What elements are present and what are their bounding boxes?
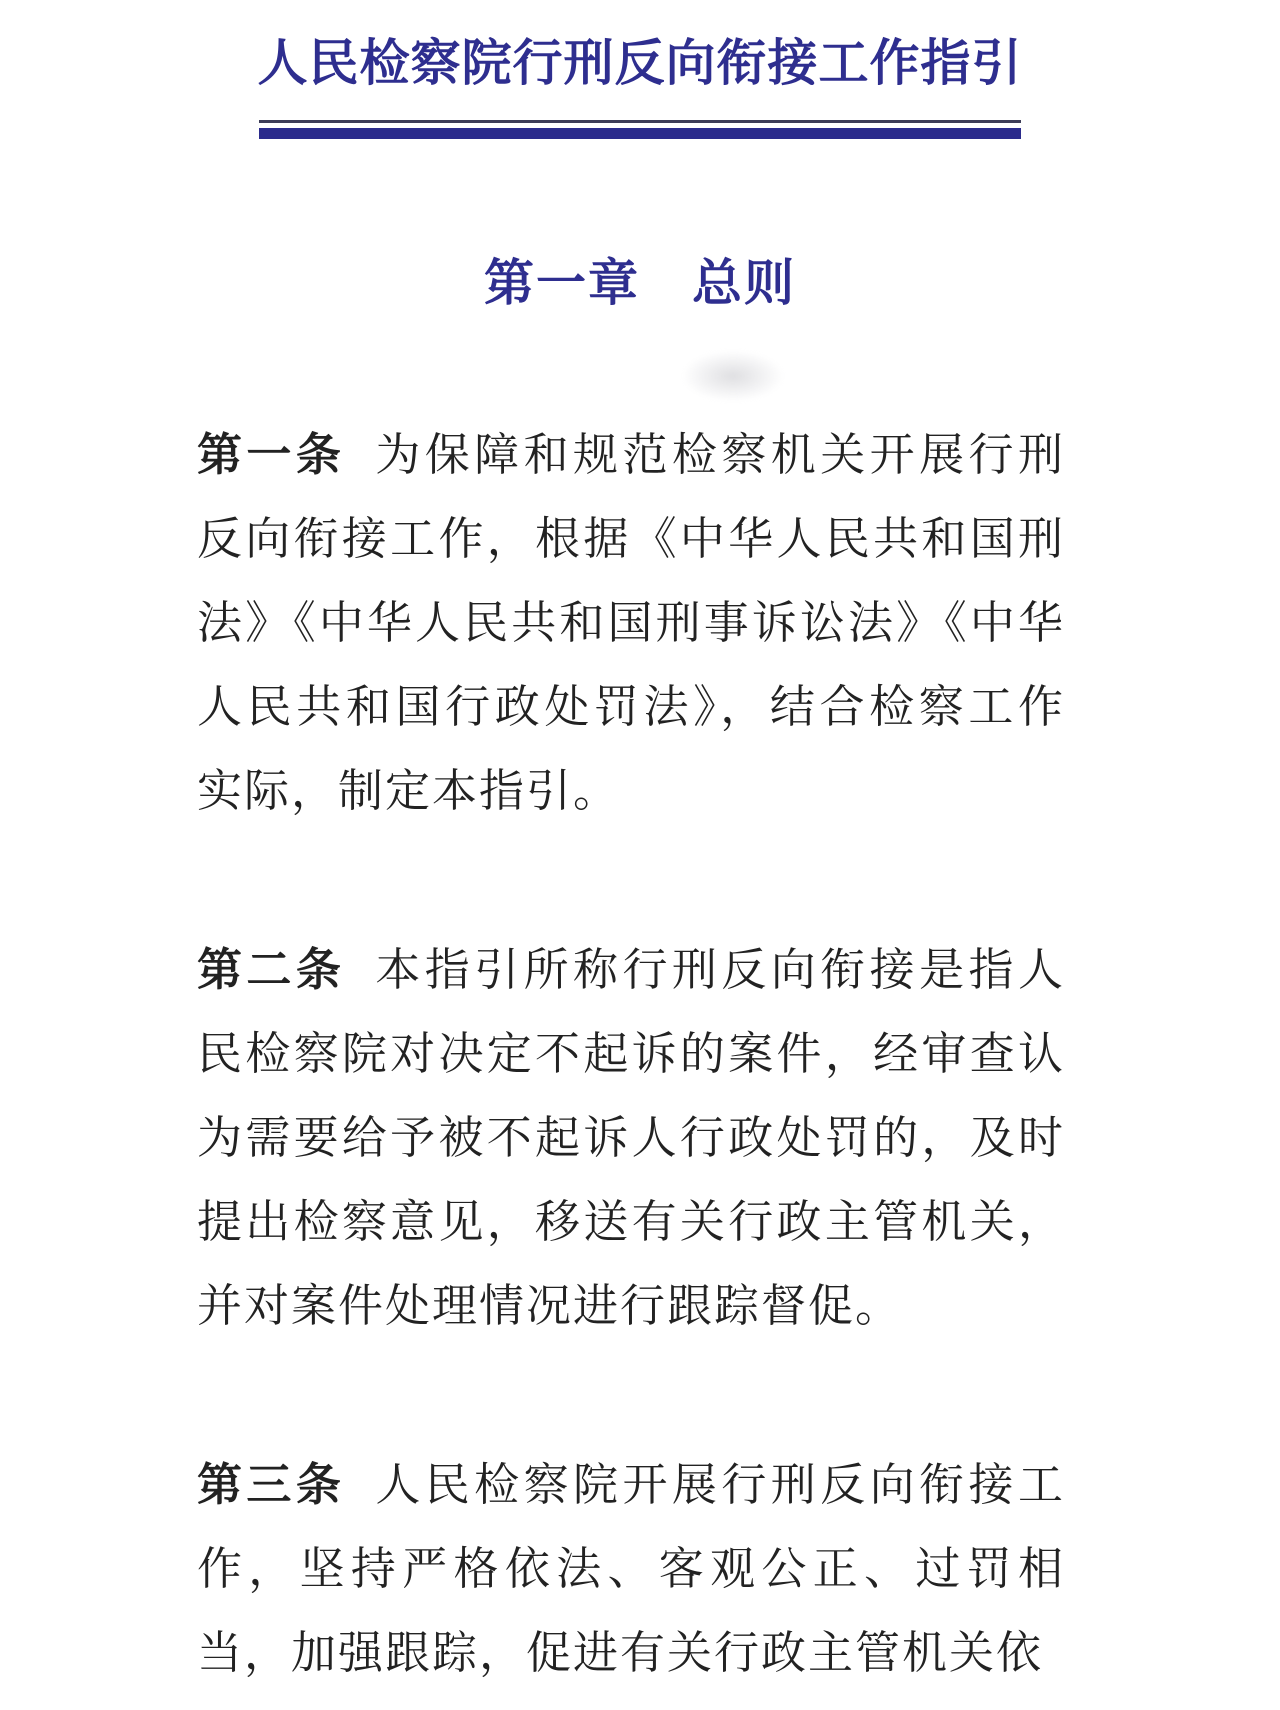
article-text: 人民检察院开展行刑反向衔接工作，坚持严格依法、客观公正、过罚相当，加强跟踪，促进有关行政主管机关依 [197,1458,1065,1679]
divider-thick-rule [259,128,1021,139]
title-divider [259,120,1021,139]
article-number: 第三条 [197,1458,346,1511]
article-paragraph-1 [197,413,1065,833]
article-number: 第二条 [197,943,346,996]
article-paragraph-2 [197,928,1065,1348]
document-body [0,413,1280,1695]
article-text: 为保障和规范检察机关开展行刑反向衔接工作，根据《中华人民共和国刑法》《中华人民共和国刑事诉讼法》《中华人民共和国行政处罚法》，结合检察工作实际，制定本指引。 [197,428,1065,817]
divider-thin-rule [259,120,1021,123]
article-number: 第一条 [197,428,346,481]
print-smudge-artifact [683,351,783,401]
chapter-heading: 第一章 总则 [484,254,796,312]
page-title: 人民检察院行刑反向衔接工作指引 [257,34,1023,92]
article-text: 本指引所称行刑反向衔接是指人民检察院对决定不起诉的案件，经审查认为需要给予被不起诉人行政处罚的，及时提出检察意见，移送有关行政主管机关，并对案件处理情况进行跟踪督促。 [197,943,1065,1332]
article-paragraph-3 [197,1443,1065,1695]
document-page [0,33,1280,1710]
